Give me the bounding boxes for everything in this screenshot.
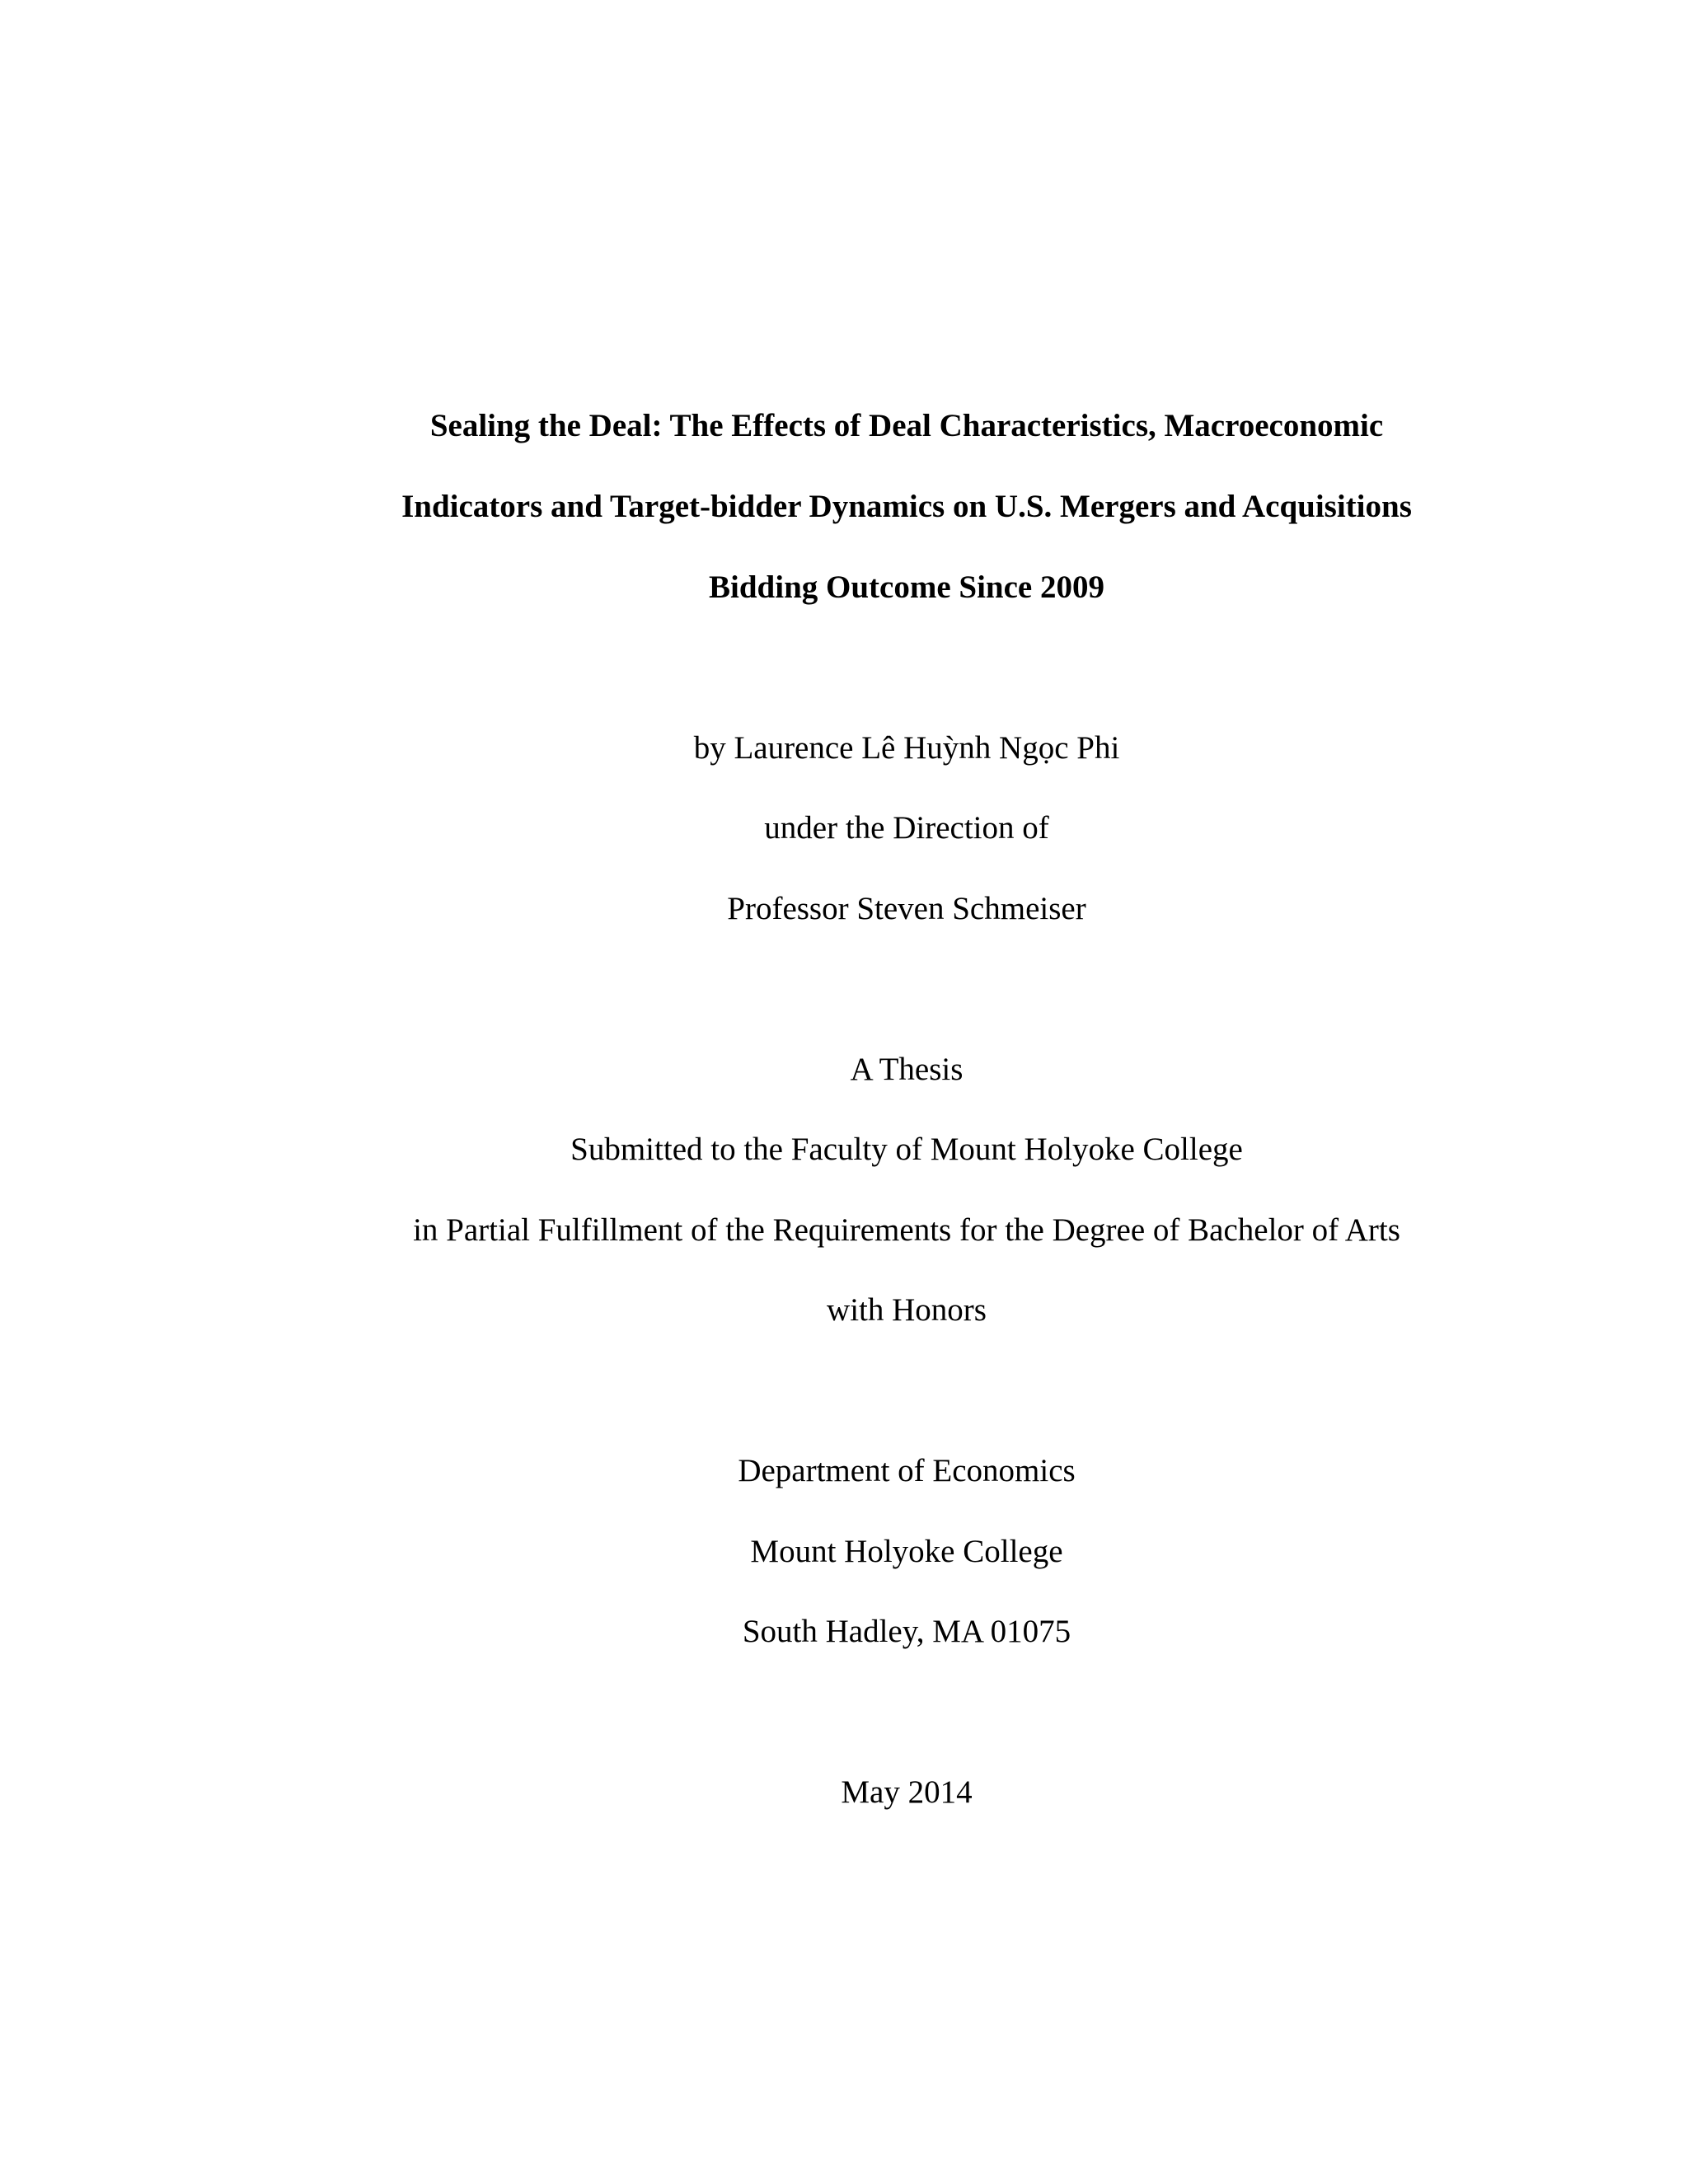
degree-requirement-statement: in Partial Fulfillment of the Requirements for the Degree of Bachelor of Arts xyxy=(413,1212,1400,1248)
college-name: Mount Holyoke College xyxy=(750,1534,1063,1569)
author-byline: by Laurence Lê Huỳnh Ngọc Phi xyxy=(693,730,1120,766)
thesis-title-line-3: Bidding Outcome Since 2009 xyxy=(709,569,1104,605)
college-address: South Hadley, MA 01075 xyxy=(742,1614,1071,1649)
thesis-title-line-1: Sealing the Deal: The Effects of Deal Characteristics, Macroeconomic xyxy=(429,408,1384,443)
department-name: Department of Economics xyxy=(738,1453,1076,1488)
direction-line: under the Direction of xyxy=(764,810,1049,846)
honors-statement: with Honors xyxy=(827,1292,987,1328)
submission-date: May 2014 xyxy=(841,1774,973,1810)
document-type: A Thesis xyxy=(850,1052,964,1087)
submission-statement: Submitted to the Faculty of Mount Holyoke College xyxy=(570,1132,1243,1167)
advisor-name: Professor Steven Schmeiser xyxy=(727,891,1086,926)
thesis-title-line-2: Indicators and Target-bidder Dynamics on U.S. Mergers and Acquisitions xyxy=(401,489,1412,524)
